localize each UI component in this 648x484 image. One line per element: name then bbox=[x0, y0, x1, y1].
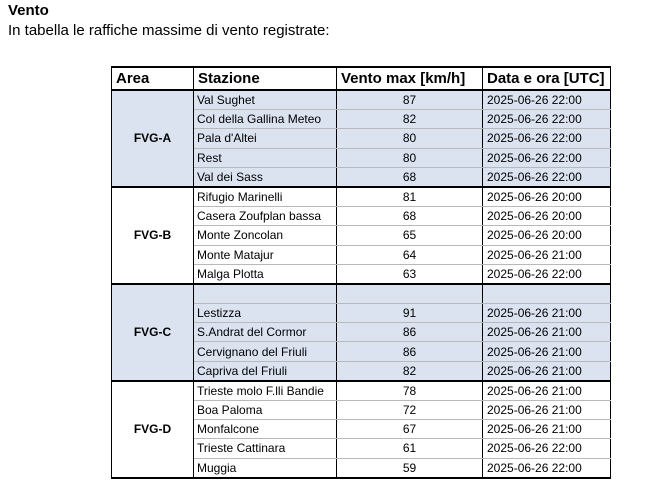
datetime-cell: 2025-06-26 21:00 bbox=[483, 361, 611, 381]
header-station: Stazione bbox=[194, 67, 337, 90]
table-row bbox=[112, 90, 611, 110]
wind-cell: 72 bbox=[337, 401, 483, 420]
datetime-cell: 2025-06-26 22:00 bbox=[483, 90, 611, 110]
station-cell: Malga Plotta bbox=[194, 264, 337, 284]
datetime-cell: 2025-06-26 22:00 bbox=[483, 458, 611, 478]
datetime-cell bbox=[483, 284, 611, 304]
wind-cell: 78 bbox=[337, 381, 483, 401]
datetime-cell: 2025-06-26 21:00 bbox=[483, 381, 611, 401]
wind-cell: 68 bbox=[337, 167, 483, 187]
wind-cell: 67 bbox=[337, 420, 483, 439]
station-cell: Muggia bbox=[194, 458, 337, 478]
datetime-cell: 2025-06-26 20:00 bbox=[483, 187, 611, 207]
datetime-cell: 2025-06-26 22:00 bbox=[483, 264, 611, 284]
intro-text: In tabella le raffiche massime di vento registrate: bbox=[8, 22, 330, 39]
station-cell: Pala d'Altei bbox=[194, 129, 337, 148]
station-cell: Trieste Cattinara bbox=[194, 439, 337, 458]
station-cell bbox=[194, 284, 337, 304]
datetime-cell: 2025-06-26 21:00 bbox=[483, 420, 611, 439]
wind-cell: 64 bbox=[337, 245, 483, 264]
table-row bbox=[112, 284, 611, 304]
datetime-cell: 2025-06-26 22:00 bbox=[483, 167, 611, 187]
area-cell: FVG-A bbox=[112, 90, 194, 187]
datetime-cell: 2025-06-26 20:00 bbox=[483, 207, 611, 226]
datetime-cell: 2025-06-26 22:00 bbox=[483, 110, 611, 129]
table-header-row bbox=[112, 67, 611, 90]
station-cell: Cervignano del Friuli bbox=[194, 342, 337, 361]
station-cell: Boa Paloma bbox=[194, 401, 337, 420]
wind-cell: 86 bbox=[337, 323, 483, 342]
wind-cell: 82 bbox=[337, 110, 483, 129]
wind-cell: 86 bbox=[337, 342, 483, 361]
station-cell: Col della Gallina Meteo bbox=[194, 110, 337, 129]
wind-cell: 91 bbox=[337, 304, 483, 323]
table-row bbox=[112, 381, 611, 401]
table-row bbox=[112, 187, 611, 207]
wind-cell: 87 bbox=[337, 90, 483, 110]
table-body bbox=[112, 90, 611, 478]
station-cell: Monte Zoncolan bbox=[194, 226, 337, 245]
station-cell: Monte Matajur bbox=[194, 245, 337, 264]
datetime-cell: 2025-06-26 22:00 bbox=[483, 148, 611, 167]
datetime-cell: 2025-06-26 21:00 bbox=[483, 323, 611, 342]
station-cell: Monfalcone bbox=[194, 420, 337, 439]
wind-cell bbox=[337, 284, 483, 304]
wind-cell: 63 bbox=[337, 264, 483, 284]
wind-cell: 81 bbox=[337, 187, 483, 207]
wind-cell: 82 bbox=[337, 361, 483, 381]
wind-cell: 61 bbox=[337, 439, 483, 458]
datetime-cell: 2025-06-26 21:00 bbox=[483, 245, 611, 264]
station-cell: Trieste molo F.lli Bandie bbox=[194, 381, 337, 401]
station-cell: Rifugio Marinelli bbox=[194, 187, 337, 207]
wind-cell: 59 bbox=[337, 458, 483, 478]
station-cell: Val Sughet bbox=[194, 90, 337, 110]
header-datetime: Data e ora [UTC] bbox=[483, 67, 611, 90]
datetime-cell: 2025-06-26 22:00 bbox=[483, 129, 611, 148]
station-cell: Lestizza bbox=[194, 304, 337, 323]
wind-cell: 80 bbox=[337, 148, 483, 167]
station-cell: S.Andrat del Cormor bbox=[194, 323, 337, 342]
wind-cell: 65 bbox=[337, 226, 483, 245]
header-area: Area bbox=[112, 67, 194, 90]
datetime-cell: 2025-06-26 21:00 bbox=[483, 304, 611, 323]
wind-cell: 80 bbox=[337, 129, 483, 148]
datetime-cell: 2025-06-26 21:00 bbox=[483, 401, 611, 420]
station-cell: Val dei Sass bbox=[194, 167, 337, 187]
station-cell: Rest bbox=[194, 148, 337, 167]
wind-cell: 68 bbox=[337, 207, 483, 226]
section-heading: Vento bbox=[8, 2, 49, 19]
datetime-cell: 2025-06-26 21:00 bbox=[483, 342, 611, 361]
datetime-cell: 2025-06-26 22:00 bbox=[483, 439, 611, 458]
area-cell: FVG-C bbox=[112, 284, 194, 381]
wind-gust-table bbox=[111, 66, 611, 479]
datetime-cell: 2025-06-26 20:00 bbox=[483, 226, 611, 245]
area-cell: FVG-D bbox=[112, 381, 194, 478]
station-cell: Capriva del Friuli bbox=[194, 361, 337, 381]
header-wind: Vento max [km/h] bbox=[337, 67, 483, 90]
station-cell: Casera Zoufplan bassa bbox=[194, 207, 337, 226]
area-cell: FVG-B bbox=[112, 187, 194, 284]
